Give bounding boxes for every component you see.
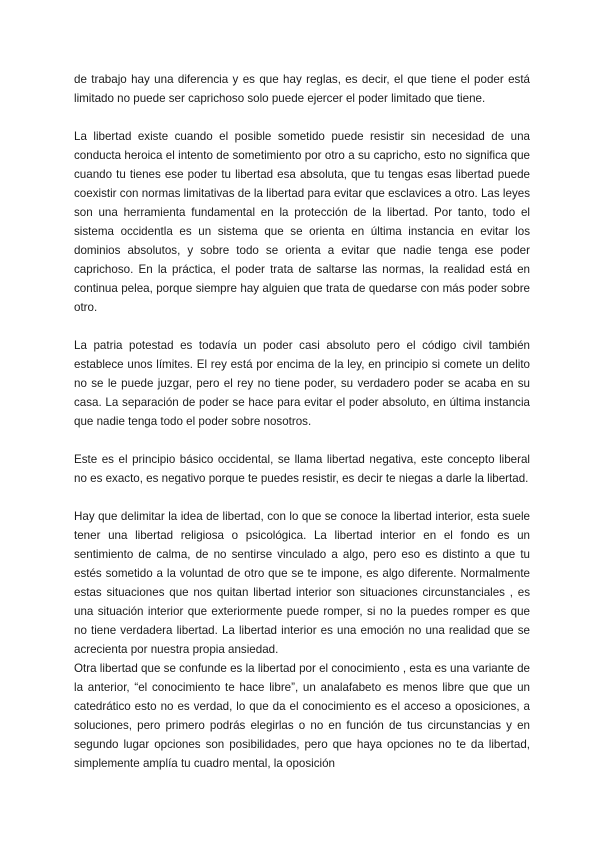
document-body: [74, 70, 530, 792]
paragraph-3: La patria potestad es todavía un poder casi absoluto pero el código civil también establece unos límites. El rey está por encima de la ley, en principio si comete un delito no se le puede juzgar, pero el rey no tiene poder, su verdadero poder se acaba en su casa. La separación de poder se hace para evitar el poder absoluto, en última instancia que nadie tenga todo el poder sobre nosotros.: [74, 339, 530, 428]
paragraph-1: de trabajo hay una diferencia y es que hay reglas, es decir, el que tiene el poder está limitado no puede ser caprichoso solo puede ejercer el poder limitado que tiene.: [74, 73, 530, 105]
paragraph-6: Otra libertad que se confunde es la libertad por el conocimiento , esta es una variante de la anterior, “el conocimiento te hace libre”, un analafabeto es menos libre que que un catedrático esto no es verdad, lo que da el conocimiento es el acceso a oposiciones, a soluciones, pero primero podrás elegirlas o no en función de tus circunstancias y en segundo lugar opciones son posibilidades, pero que haya opciones no te da libertad, simplemente amplía tu cuadro mental, la oposición: [74, 662, 530, 770]
paragraph-5: Hay que delimitar la idea de libertad, con lo que se conoce la libertad interior, esta suele tener una libertad religiosa o psicológica. La libertad interior en el fondo es un sentimiento de calma, de no sentirse vinculado a algo, pero eso es distinto a que tu estés sometido a la voluntad de otro que se te impone, es algo diferente. Normalmente estas situaciones que nos quitan libertad interior son situaciones circunstanciales , es una situación interior que exteriormente puede romper, si no la puedes romper es que no tiene verdadera libertad. La libertad interior es una emoción no una realidad que se acrecienta por nuestra propia ansiedad.: [74, 510, 530, 656]
paragraph-2: La libertad existe cuando el posible sometido puede resistir sin necesidad de una conducta heroica el intento de sometimiento por otro a su capricho, esto no significa que cuando tu tienes ese poder tu libertad esa absoluta, que tu tengas esas libertad puede coexistir con normas limitativas de la libertad para evitar que esclavices a otro. Las leyes son una herramienta fundamental en la protección de la libertad. Por tanto, todo el sistema occidentla es un sistema que se orienta en última instancia en evitar los dominios absolutos, y sobre todo se orienta a evitar que nadie tenga ese poder caprichoso. En la práctica, el poder trata de saltarse las normas, la realidad está en continua pelea, porque siempre hay alguien que trata de quedarse con más poder sobre otro.: [74, 130, 530, 314]
paragraph-4: Este es el principio básico occidental, se llama libertad negativa, este concepto liberal no es exacto, es negativo porque te puedes resistir, es decir te niegas a darle la libertad.: [74, 453, 530, 485]
